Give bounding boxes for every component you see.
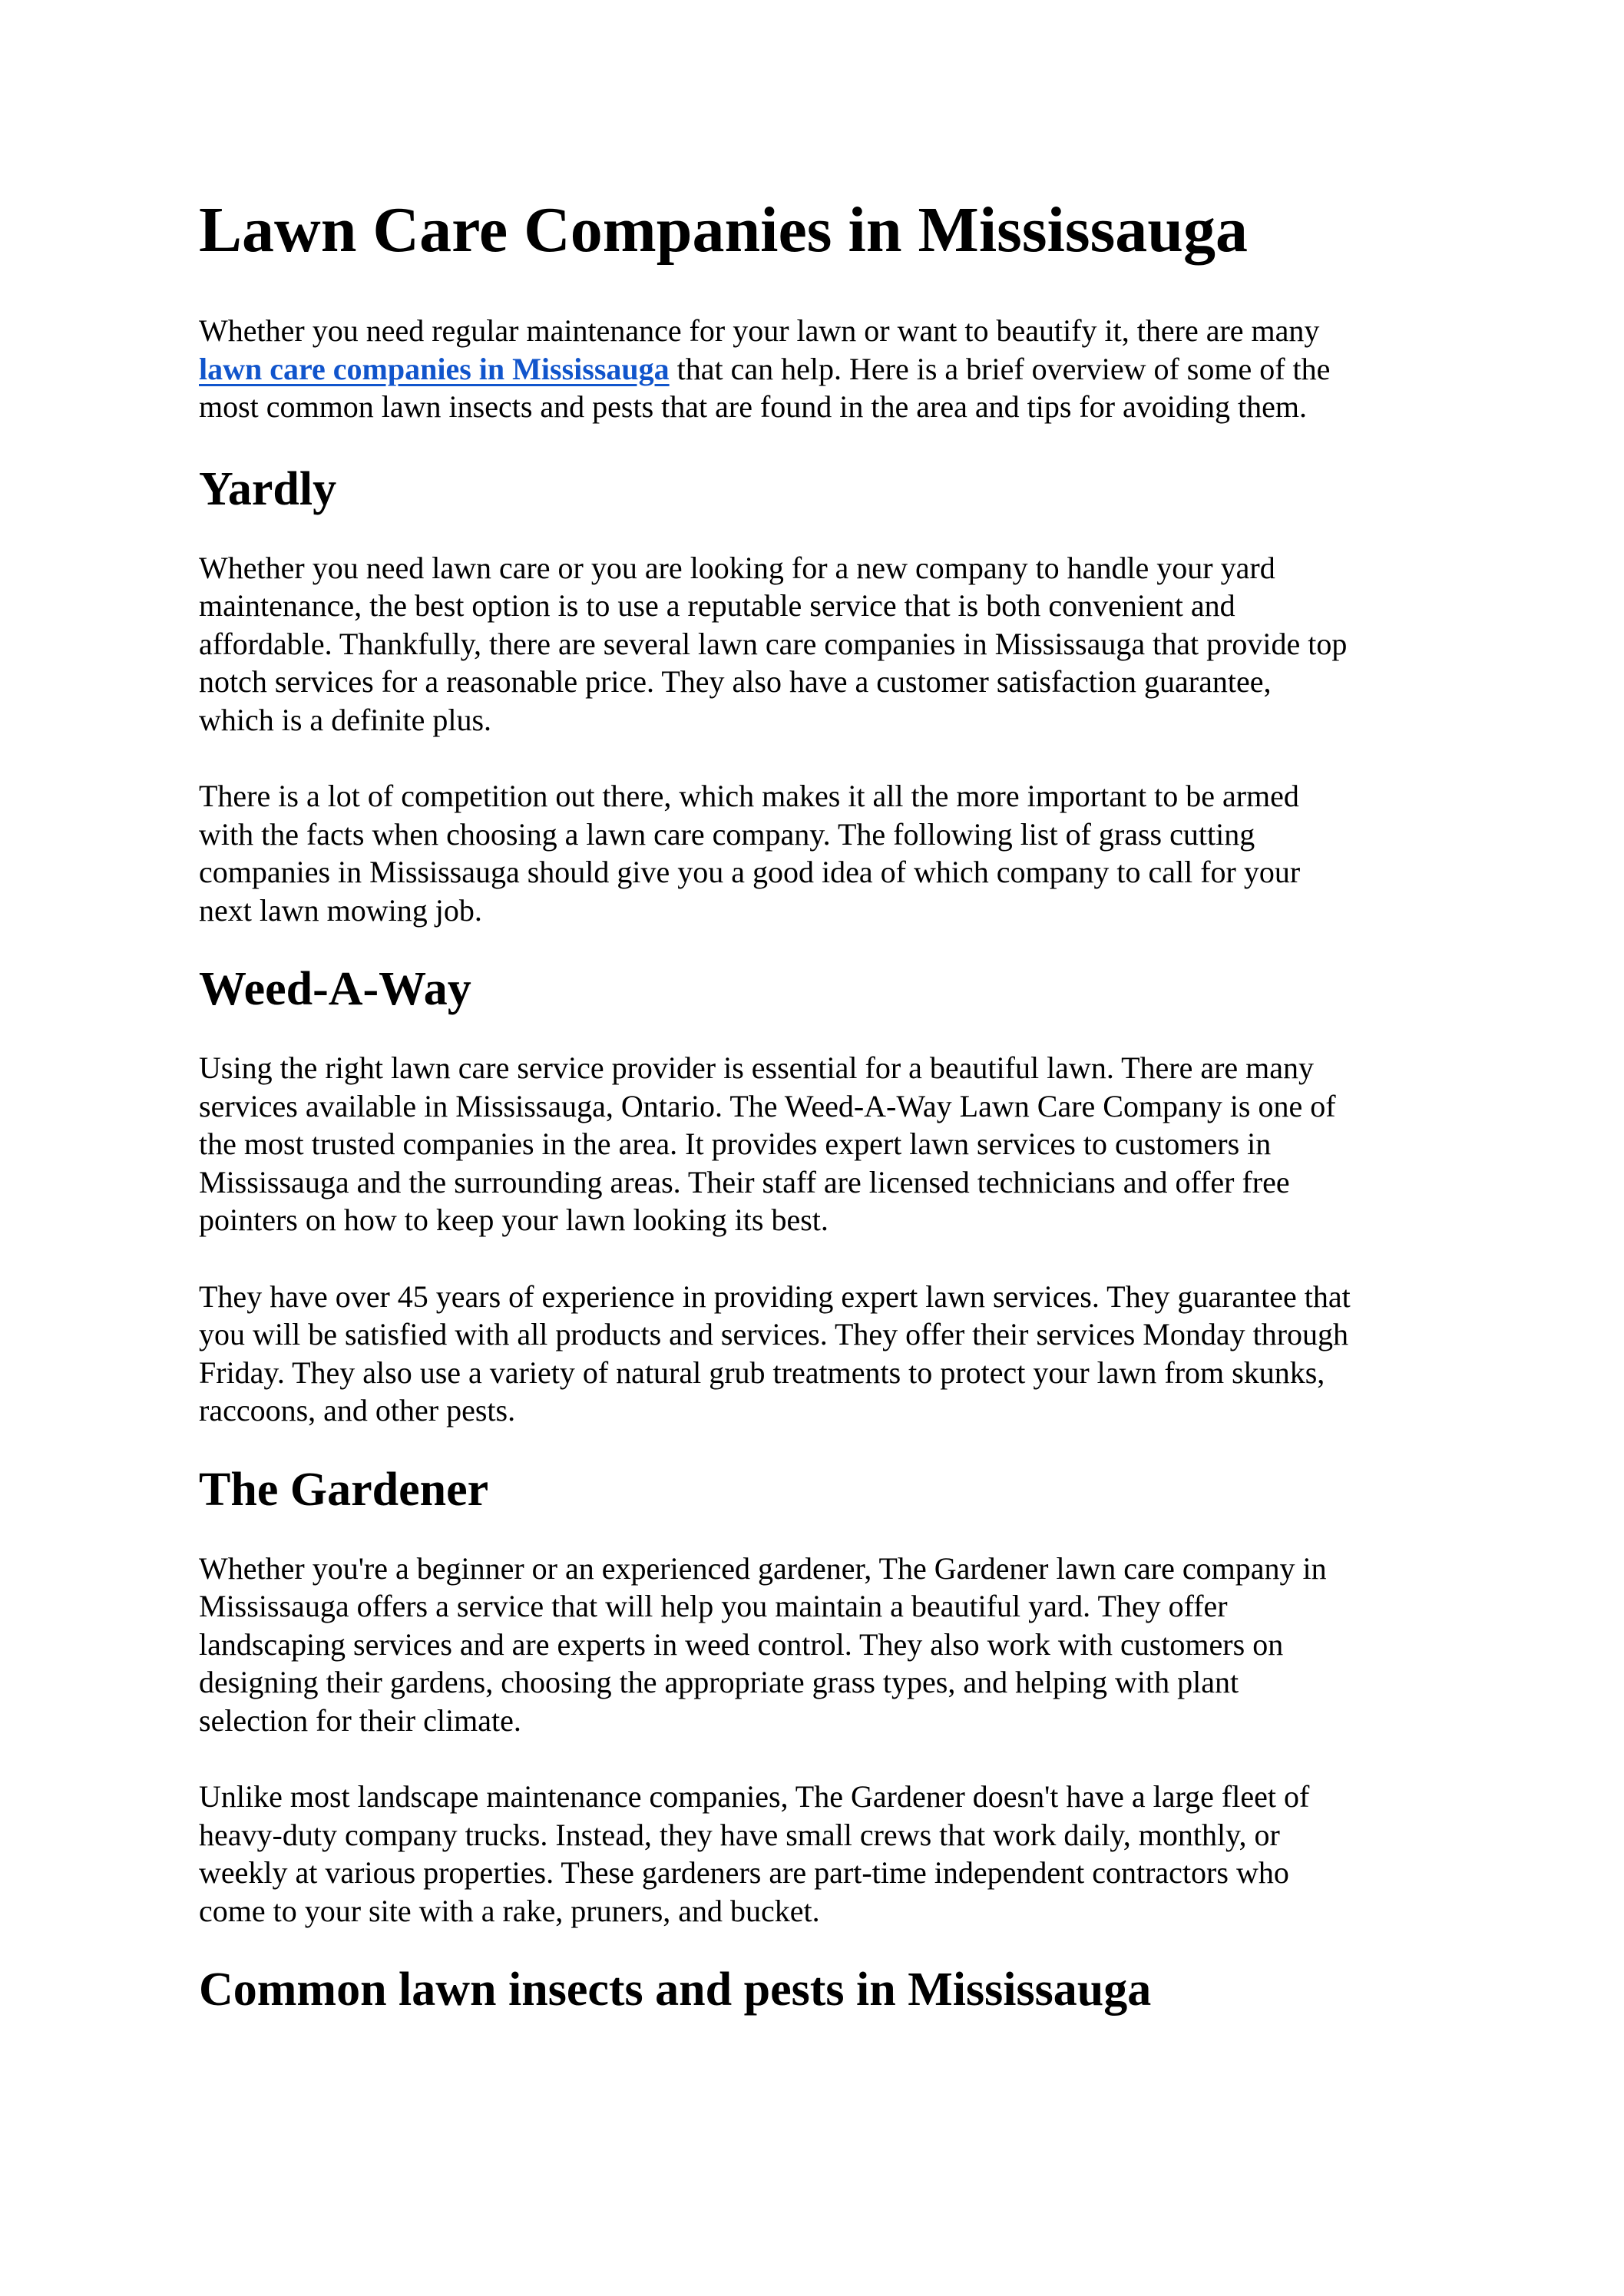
paragraph-line: with the facts when choosing a lawn care company. The following list of grass cutting [199,816,1255,852]
page-title: Lawn Care Companies in Mississauga [199,194,1248,266]
paragraph-line: the most trusted companies in the area. It provides expert lawn services to customers in [199,1126,1272,1161]
intro-line-rest: that can help. Here is a brief overview of some of the [669,351,1331,386]
paragraph-line: you will be satisfied with all products and services. They offer their services Monday through [199,1317,1349,1351]
section-paragraph [199,1049,1458,1239]
section-common-lawn-insects [199,1960,1458,2019]
lawn-care-companies-link[interactable]: lawn care companies in Mississauga [199,351,670,386]
paragraph-line: designing their gardens, choosing the appropriate grass types, and helping with plant [199,1665,1239,1699]
section-heading: Common lawn insects and pests in Mississauga [199,1964,1152,2016]
section-paragraph [199,777,1458,929]
section-paragraph [199,549,1458,739]
paragraph-line: which is a definite plus. [199,702,492,737]
paragraph-line: Mississauga and the surrounding areas. Their staff are licensed technicians and offer free [199,1164,1290,1199]
paragraph-line: affordable. Thankfully, there are several lawn care companies in Mississauga that provide top [199,626,1348,661]
paragraph-line: Friday. They also use a variety of natural grub treatments to protect your lawn from skunks, [199,1355,1325,1390]
paragraph-line: heavy-duty company trucks. Instead, they have small crews that work daily, monthly, or [199,1817,1280,1852]
paragraph-line: Unlike most landscape maintenance companies, The Gardener doesn't have a large fleet of [199,1779,1310,1814]
paragraph-line: raccoons, and other pests. [199,1393,516,1428]
paragraph-line: pointers on how to keep your lawn looking its best. [199,1203,829,1237]
paragraph-line: notch services for a reasonable price. They also have a customer satisfaction guarantee, [199,664,1272,699]
intro-paragraph [199,312,1458,426]
paragraph-line: They have over 45 years of experience in providing expert lawn services. They guarantee that [199,1279,1351,1314]
section-yardly [199,460,1458,930]
section-paragraph [199,1278,1458,1430]
document-page [199,192,1458,2050]
intro-line: Whether you need regular maintenance for your lawn or want to beautify it, there are many [199,313,1320,348]
section-paragraph [199,1778,1458,1930]
section-weed-a-way [199,960,1458,1430]
section-heading: Weed-A-Way [199,963,471,1015]
paragraph-line: Whether you're a beginner or an experienced gardener, The Gardener lawn care company in [199,1550,1327,1586]
paragraph-line: companies in Mississauga should give you a good idea of which company to call for your [199,855,1301,889]
paragraph-line: next lawn mowing job. [199,892,482,928]
intro-line [199,350,1458,389]
paragraph-line: selection for their climate. [199,1702,521,1738]
section-heading: Yardly [199,462,337,515]
paragraph-line: Whether you need lawn care or you are looking for a new company to handle your yard [199,550,1275,585]
paragraph-line: come to your site with a rake, pruners, and bucket. [199,1893,820,1928]
section-heading: The Gardener [199,1463,489,1516]
paragraph-line: services available in Mississauga, Ontario. The Weed-A-Way Lawn Care Company is one of [199,1088,1336,1123]
section-paragraph [199,1550,1458,1740]
paragraph-line: weekly at various properties. These gardeners are part-time independent contractors who [199,1855,1289,1890]
section-the-gardener [199,1461,1458,1930]
paragraph-line: landscaping services and are experts in weed control. They also work with customers on [199,1626,1284,1662]
paragraph-line: Mississauga offers a service that will help you maintain a beautiful yard. They offer [199,1589,1228,1623]
intro-line: most common lawn insects and pests that are found in the area and tips for avoiding them. [199,389,1307,424]
paragraph-line: maintenance, the best option is to use a reputable service that is both convenient and [199,588,1235,623]
paragraph-line: Using the right lawn care service provider is essential for a beautiful lawn. There are many [199,1050,1315,1085]
paragraph-line: There is a lot of competition out there, which makes it all the more important to be armed [199,779,1299,813]
